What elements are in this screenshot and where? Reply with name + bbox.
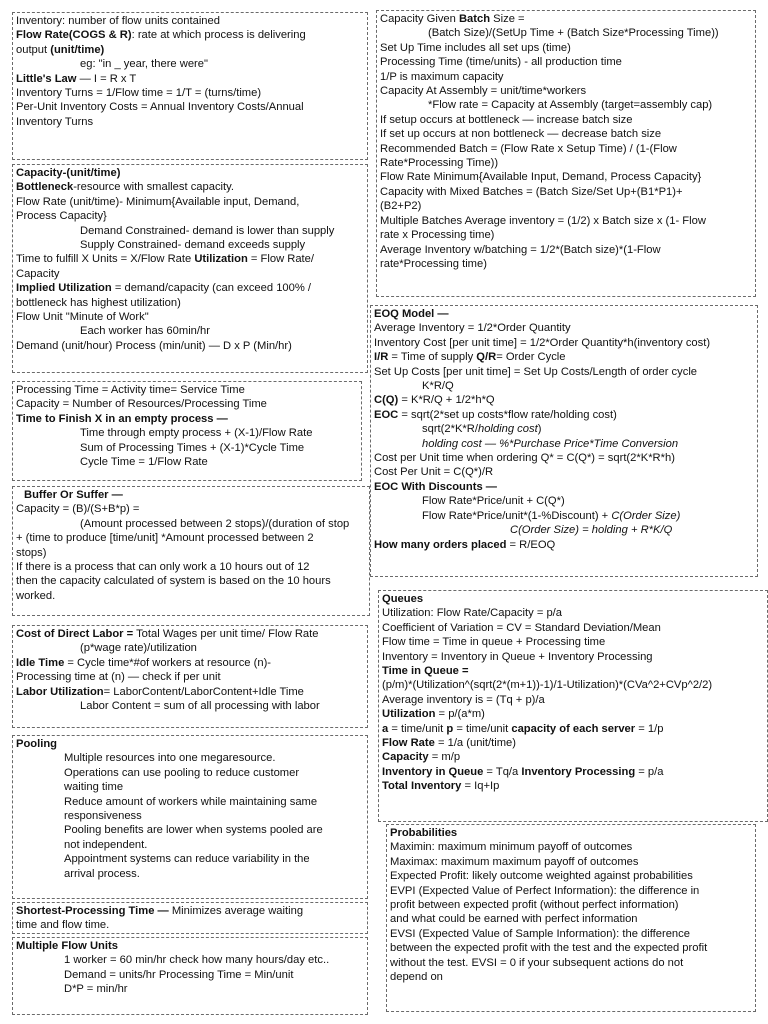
queues-inventory-line: Inventory = Inventory in Queue + Inventory Processing [382,650,653,663]
cost-direct-labor-line: Cost of Direct Labor = Total Wages per unit time/ Flow Rate [16,628,319,640]
multiple-flow-heading: Multiple Flow Units [16,940,118,952]
multiple-flow-line-3: D*P = min/hr [64,983,128,996]
spt-line: Shortest-Processing Time — Minimizes average waiting [16,905,304,917]
assembly-flow-rate-line: *Flow rate = Capacity at Assembly (target=assembly cap) [428,99,713,112]
pooling-heading: Pooling [16,738,58,750]
shortest-processing-section [12,902,368,934]
queues-cv-line: Coefficient of Variation = CV = Standard Deviation/Mean [382,621,661,634]
pooling-line-4: Reduce amount of workers while maintaining same [64,795,318,808]
queues-flow-rate-line: Flow Rate = 1/a (unit/time) [382,737,516,750]
evsi-line-4: depend on [390,971,443,984]
assembly-capacity-line: Capacity At Assembly = unit/time*workers [380,85,587,98]
setup-bottleneck-line: If setup occurs at bottleneck — increase batch size [380,113,633,126]
inventory-definition: Inventory: number of flow units contained [16,15,220,27]
mixed-batches-line-2: (B2+P2) [380,200,422,213]
per-unit-cost-line: Per-Unit Inventory Costs = Annual Inventory Costs/Annual [16,101,304,114]
queues-flow-time-line: Flow time = Time in queue + Processing time [382,636,606,649]
eoq-cq-line: C(Q) = K*R/Q + 1/2*h*Q [374,394,495,407]
processing-time-units-line: Processing Time (time/units) - all production time [380,56,622,69]
empty-process-line: Time through empty process + (X-1)/Flow Rate [80,427,313,440]
buffer-example-line-2: then the capacity calculated of system is based on the 10 hours [16,575,331,588]
pooling-line-6: Pooling benefits are lower when systems pooled are [64,824,323,837]
buffer-capacity-line: Capacity = (B)/(S+B*p) = [16,503,140,516]
supply-constrained-line: Supply Constrained- demand exceeds supply [80,239,306,252]
buffer-formula-line-2: + (time to produce [time/unit] *Amount processed between 2 [16,532,314,545]
multiple-flow-units-section [12,937,368,1015]
pooling-line-1: Multiple resources into one megaresource. [64,752,276,765]
eoq-discount-line-2: Flow Rate*Price/unit*(1-%Discount) + C(Order Size) [422,509,681,522]
evpi-line: EVPI (Expected Value of Perfect Information): the difference in [390,884,700,897]
batch-size-section [376,10,756,297]
buffer-or-suffer-section [12,486,370,616]
worker-minutes-line: Each worker has 60min/hr [80,325,210,338]
spt-line-2: time and flow time. [16,919,110,932]
labor-utilization-line: Labor Utilization= LaborContent/LaborContent+Idle Time [16,685,304,698]
per-unit-cost-line-2: Inventory Turns [16,115,94,128]
eoq-inventory-cost-line: Inventory Cost [per unit time] = 1/2*Order Quantity*h(inventory cost) [374,336,711,349]
queues-total-inventory-line: Total Inventory = Iq+Ip [382,780,500,793]
demand-constrained-line: Demand Constrained- demand is lower than supply [80,224,335,237]
maximax-line: Maximax: maximum maximum payoff of outcomes [390,855,639,868]
sum-processing-line: Sum of Processing Times + (X-1)*Cycle Time [80,441,305,454]
idle-time-line: Idle Time = Cycle time*#of workers at resource (n)- [16,656,272,669]
time-to-finish-heading: Time to Finish X in an empty process — [16,412,228,425]
littles-law-line: Little's Law — I = R x T [16,72,137,85]
flow-rate-unit-line: output (unit/time) [16,43,105,56]
buffer-formula-line: (Amount processed between 2 stops)/(duration of stop [80,517,350,530]
eoq-discounts-heading: EOC With Discounts — [374,480,497,493]
multiple-flow-line-2: Demand = units/hr Processing Time = Min/unit [64,968,294,981]
inventory-section [12,12,368,160]
eoq-cost-per-unit-line: Cost Per Unit = C(Q*)/R [374,466,494,479]
eoq-setup-costs-line: Set Up Costs [per unit time] = Set Up Costs/Length of order cycle [374,365,698,378]
capacity-resources-line: Capacity = Number of Resources/Processing Time [16,398,267,411]
evpi-line-2: profit between expected profit (without perfect information) [390,899,679,912]
eoq-orders-placed-line: How many orders placed = R/EOQ [374,538,556,551]
inventory-turns-line: Inventory Turns = 1/Flow time = 1/T = (turns/time) [16,87,262,100]
pooling-section [12,735,368,899]
eoq-order-size-line: C(Order Size) = holding + R*K/Q [510,524,673,537]
queues-capacity-line: Capacity = m/p [382,751,461,764]
queues-utilization-line: Utilization: Flow Rate/Capacity = p/a [382,607,563,620]
eoq-discount-line-1: Flow Rate*Price/unit + C(Q*) [422,495,565,508]
pooling-line-8: Appointment systems can reduce variability in the [64,853,310,866]
evpi-line-3: and what could be earned with perfect information [390,913,638,926]
buffer-example-line: If there is a process that can only work a 10 hours out of 12 [16,561,310,574]
eoq-krq-line: K*R/Q [422,380,454,393]
setup-time-line: Set Up Time includes all set ups (time) [380,41,571,54]
flow-rate-example: eg: "in _ year, there were" [80,58,208,71]
queues-time-in-queue-heading: Time in Queue = [382,665,469,678]
idle-time-line-2: Processing time at (n) — check if per unit [16,671,221,684]
implied-utilization-line: Implied Utilization = demand/capacity (can exceed 100% / [16,282,312,295]
direct-labor-section [12,625,368,728]
eoq-model-section [370,305,758,577]
cycle-time-line: Cycle Time = 1/Flow Rate [80,456,208,469]
expected-profit-line: Expected Profit: likely outcome weighted against probabilities [390,870,693,883]
flow-rate-line: Flow Rate(COGS & R): rate at which process is delivering [16,29,306,42]
queues-avg-inventory-line: Average inventory is = (Tq + p)/a [382,693,545,706]
queues-section [378,590,768,822]
evsi-line-2: between the expected profit with the test and the expected profit [390,942,708,955]
pooling-line-5: responsiveness [64,810,142,823]
queues-time-formula-line: (p/m)*(Utilization^(sqrt(2*(m+1))-1)/1-Utilization)*(CVa^2+CVp^2/2) [382,679,713,692]
multiple-batches-line-2: rate x Processing time) [380,229,495,242]
maximin-line: Maximin: maximum minimum payoff of outcomes [390,841,633,854]
eoq-eoc-line: EOC = sqrt(2*set up costs*flow rate/holding cost) [374,408,617,421]
processing-time-section [12,381,362,481]
probabilities-section [386,824,756,1012]
buffer-heading: Buffer Or Suffer — [24,489,123,501]
avg-inventory-batching-line-2: rate*Processing time) [380,257,487,270]
batch-formula-line: (Batch Size)/(SetUp Time + (Batch Size*Processing Time)) [428,27,719,40]
implied-utilization-line-2: bottleneck has highest utilization) [16,296,181,309]
multiple-batches-line: Multiple Batches Average inventory = (1/2) x Batch size x (1- Flow [380,214,706,227]
avg-inventory-batching-line: Average Inventory w/batching = 1/2*(Batch size)*(1-Flow [380,243,661,256]
eoq-cost-per-unit-time-line: Cost per Unit time when ordering Q* = C(Q*) = sqrt(2*K*R*h) [374,452,675,465]
eoq-time-supply-line: I/R = Time of supply Q/R= Order Cycle [374,351,566,364]
queues-utilization-formula-line: Utilization = p/(a*m) [382,708,485,721]
buffer-formula-line-3: stops) [16,546,47,559]
flow-rate-minimum-line: Flow Rate Minimum{Available Input, Demand, Process Capacity} [380,171,702,184]
labor-content-line: Labor Content = sum of all processing with labor [80,700,320,713]
eoq-sqrt-line: sqrt(2*K*R/holding cost) [422,423,542,436]
demand-process-line: Demand (unit/hour) Process (min/unit) — D x P (Min/hr) [16,339,292,352]
queues-inventory-queue-line: Inventory in Queue = Tq/a Inventory Processing = p/a [382,765,664,778]
flow-rate-min-line: Flow Rate (unit/time)- Minimum{Available input, Demand, [16,195,300,208]
setup-non-bottleneck-line: If set up occurs at non bottleneck — decrease batch size [380,128,662,141]
multiple-flow-line-1: 1 worker = 60 min/hr check how many hours/day etc.. [64,954,330,967]
capacity-section [12,164,368,373]
batch-capacity-line: Capacity Given Batch Size = [380,13,525,25]
queues-heading: Queues [382,593,424,605]
wage-rate-line: (p*wage rate)/utilization [80,642,197,655]
recommended-batch-line: Recommended Batch = (Flow Rate x Setup Time) / (1-(Flow [380,142,677,155]
utilization-line: Time to fulfill X Units = X/Flow Rate Utilization = Flow Rate/ [16,253,314,266]
probabilities-heading: Probabilities [390,827,458,839]
eoq-holding-cost-line: holding cost — %*Purchase Price*Time Conversion [422,437,679,450]
mixed-batches-line: Capacity with Mixed Batches = (Batch Size/Set Up+(B1*P1)+ [380,185,683,198]
eoq-avg-inventory-line: Average Inventory = 1/2*Order Quantity [374,322,571,335]
eoq-heading: EOQ Model — [374,308,449,320]
pooling-line-7: not independent. [64,838,148,851]
pooling-line-3: waiting time [64,781,124,794]
max-capacity-line: 1/P is maximum capacity [380,70,504,83]
buffer-example-line-3: worked. [16,589,56,602]
capacity-heading: Capacity-(unit/time) [16,167,121,179]
recommended-batch-line-2: Rate*Processing Time)) [380,157,499,170]
evsi-line-3: without the test. EVSI = 0 if your subsequent actions do not [390,956,684,969]
queues-a-p-line: a = time/unit p = time/unit capacity of each server = 1/p [382,722,664,735]
flow-unit-line: Flow Unit "Minute of Work" [16,311,149,324]
processing-time-line: Processing Time = Activity time= Service Time [16,384,245,396]
utilization-line-2: Capacity [16,267,60,280]
evsi-line: EVSI (Expected Value of Sample Information): the difference [390,927,690,940]
flow-rate-min-line-2: Process Capacity} [16,210,107,223]
pooling-line-9: arrival process. [64,867,140,880]
pooling-line-2: Operations can use pooling to reduce customer [64,766,300,779]
bottleneck-line: Bottleneck-resource with smallest capacity. [16,181,235,194]
